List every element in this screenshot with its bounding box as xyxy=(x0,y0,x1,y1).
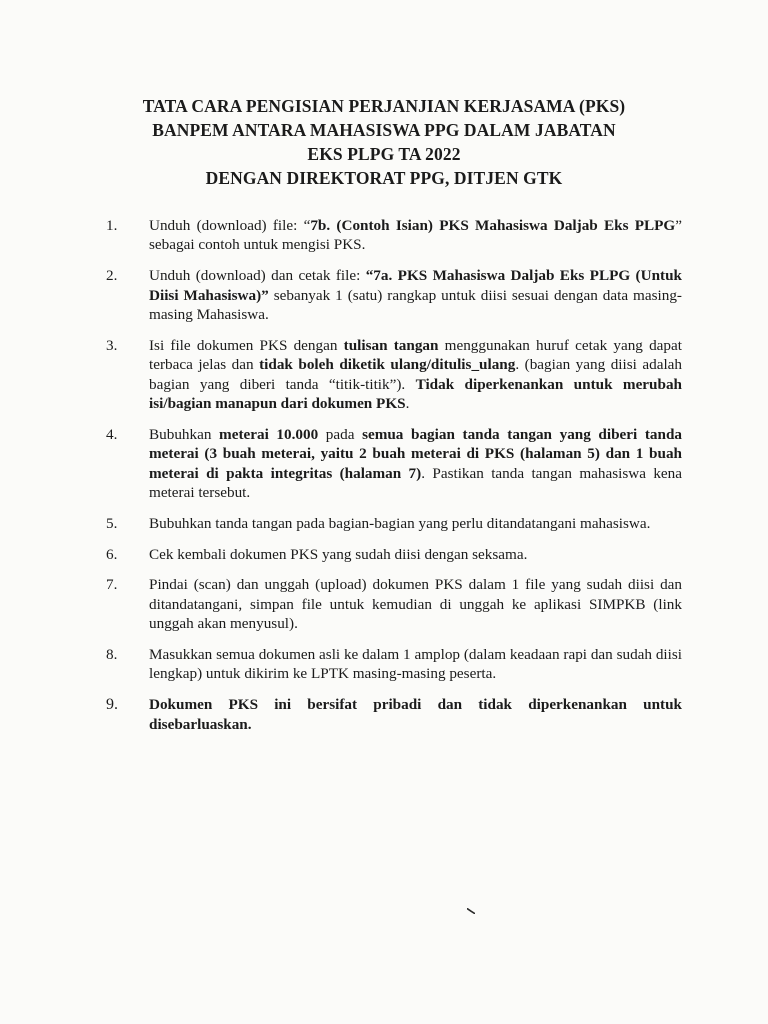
item-bold-text: tidak boleh diketik ulang/ditulis_ulang xyxy=(259,356,516,374)
item-text: ” sebagai contoh untuk mengisi PKS. xyxy=(149,217,682,254)
item-bold-text: meterai 10.000 xyxy=(219,425,319,443)
item-text: pada xyxy=(318,425,363,443)
list-item xyxy=(106,336,682,414)
list-item xyxy=(106,514,682,533)
item-number: 6. xyxy=(106,545,118,563)
list-item xyxy=(106,266,682,324)
item-number: 8. xyxy=(106,646,118,664)
item-text: Unduh (download) file: “ xyxy=(149,217,311,234)
item-number: 3. xyxy=(106,336,118,354)
list-item xyxy=(106,216,682,255)
item-number: 5. xyxy=(106,514,118,532)
item-text: Cek kembali dokumen PKS yang sudah diisi dengan seksama. xyxy=(149,545,528,563)
item-text: . (bagian yang diisi adalah bagian yang diberi tanda “titik-titik”). xyxy=(149,356,682,393)
item-bold-text: Tidak diperkenankan untuk merubah isi/bagian manapun dari dokumen PKS xyxy=(149,375,682,413)
item-number: 9. xyxy=(106,696,118,714)
item-number: 4. xyxy=(106,425,118,443)
list-item xyxy=(106,645,682,684)
item-text: . Pastikan tanda tangan mahasiswa kena meterai tersebut. xyxy=(149,464,682,502)
item-text: Masukkan semua dokumen asli ke dalam 1 amplop (dalam keadaan rapi dan sudah diisi lengkap) untuk dikirim ke LPTK masing-masing peserta. xyxy=(149,646,682,683)
title-line-4: DENGAN DIREKTORAT PPG, DITJEN GTK xyxy=(205,168,563,188)
ink-mark-icon xyxy=(467,908,475,914)
item-text: Bubuhkan xyxy=(149,425,220,443)
item-bold-text: tulisan tangan xyxy=(343,336,439,354)
title-line-2: BANPEM ANTARA MAHASISWA PPG DALAM JABATAN xyxy=(152,120,616,140)
title-line-3: EKS PLPG TA 2022 xyxy=(307,144,461,164)
item-text: Dokumen PKS ini bersifat pribadi dan tidak diperkenankan untuk disebarluaskan. xyxy=(149,696,682,733)
list-item xyxy=(106,695,682,734)
list-item xyxy=(106,575,682,633)
item-number: 2. xyxy=(106,267,118,285)
list-item xyxy=(106,545,682,564)
item-bold-text: “7a. PKS Mahasiswa Daljab Eks PLPG (Untuk Diisi Mahasiswa)” xyxy=(149,267,682,304)
item-number: 7. xyxy=(106,576,118,594)
item-text: . xyxy=(405,395,410,413)
list-item xyxy=(106,425,682,503)
item-text: Unduh (download) dan cetak file: xyxy=(149,267,366,285)
title-line-1: TATA CARA PENGISIAN PERJANJIAN KERJASAMA (PKS) xyxy=(142,96,626,116)
document-title xyxy=(60,94,708,190)
item-text: Pindai (scan) dan unggah (upload) dokumen PKS dalam 1 file yang sudah diisi dan ditandatangani, simpan file untuk kemudian di unggah ke aplikasi SIMPKB (link unggah akan menyusul). xyxy=(149,576,682,633)
item-bold-text: semua bagian tanda tangan yang diberi tanda meterai (3 buah meterai, yaitu 2 buah meterai di PKS (halaman 5) dan 1 buah meterai di pakta integritas (halaman 7) xyxy=(149,425,682,482)
item-text: sebanyak 1 (satu) rangkap untuk diisi sesuai dengan data masing-masing Mahasiswa. xyxy=(149,286,682,324)
item-text: menggunakan huruf cetak yang dapat terbaca jelas dan xyxy=(149,336,682,374)
item-text: Bubuhkan tanda tangan pada bagian-bagian yang perlu ditandatangani mahasiswa. xyxy=(149,514,651,532)
item-text: Isi file dokumen PKS dengan xyxy=(149,336,344,354)
item-number: 1. xyxy=(106,217,118,234)
instruction-list xyxy=(106,216,682,745)
item-bold-text: 7b. (Contoh Isian) PKS Mahasiswa Daljab Eks PLPG xyxy=(310,217,676,234)
